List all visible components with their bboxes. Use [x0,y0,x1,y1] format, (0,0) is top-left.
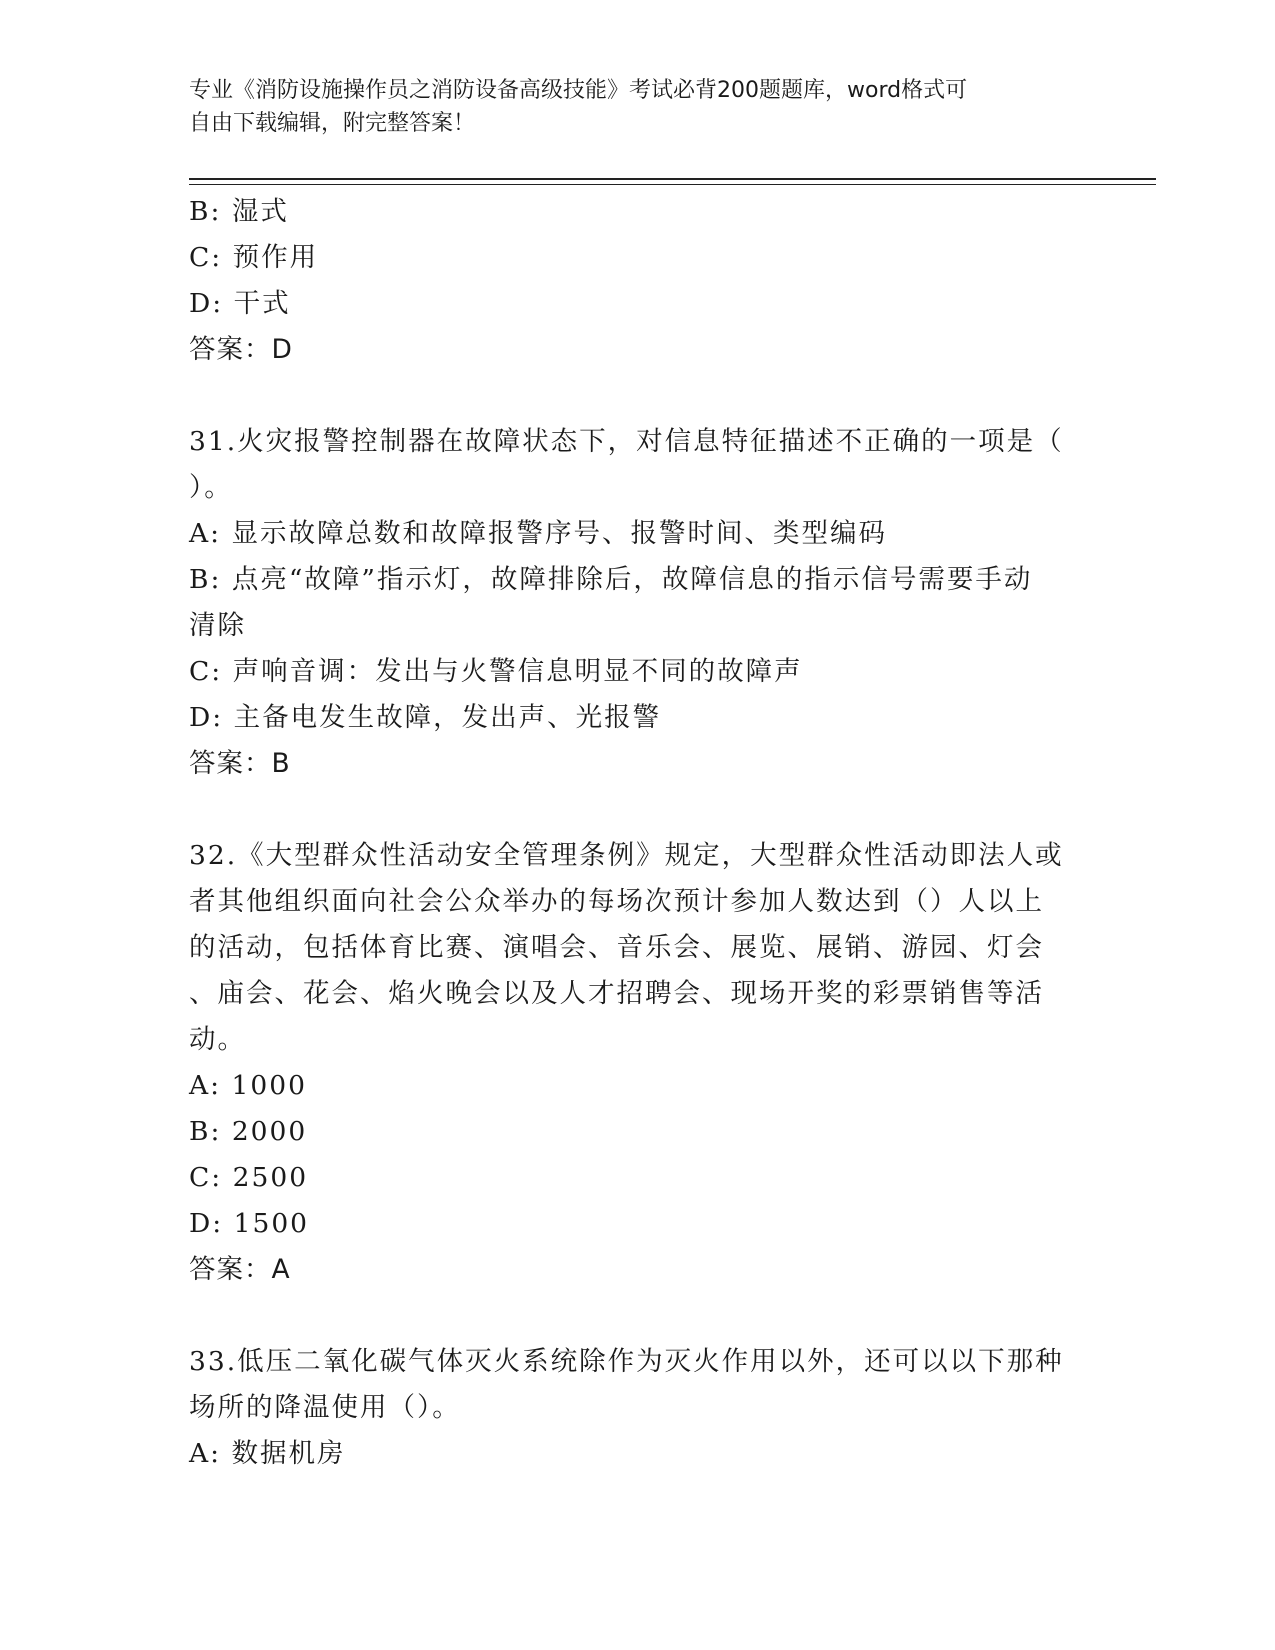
option-a: A: 数据机房 [189,1438,346,1469]
header-divider-thick [189,178,1156,180]
answer-line: 答案：A [189,1254,291,1285]
option-c: C: 预作用 [189,242,319,273]
question-33 [189,1339,1079,1477]
question-stem-line: 、庙会、花会、焰火晚会以及人才招聘会、现场开奖的彩票销售等活 [189,978,1044,1009]
question-stem-line: 者其他组织面向社会公众举办的每场次预计参加人数达到（）人以上 [189,886,1044,917]
option-b: B: 点亮“故障”指示灯，故障排除后，故障信息的指示信号需要手动 [189,564,1033,595]
option-b-continuation: 清除 [189,610,246,641]
prev-question-options [189,189,1079,373]
question-stem-line: 的活动，包括体育比赛、演唱会、音乐会、展览、展销、游园、灯会 [189,932,1044,963]
spacer [189,787,1079,833]
option-d: D: 主备电发生故障，发出声、光报警 [189,702,662,733]
spacer [189,1293,1079,1339]
header-line-2: 自由下载编辑，附完整答案！ [189,111,476,136]
question-31 [189,419,1079,787]
question-content [189,189,1079,1477]
question-32 [189,833,1079,1293]
question-stem-line: 31.火灾报警控制器在故障状态下，对信息特征描述不正确的一项是（ [189,426,1064,457]
option-b: B: 2000 [189,1116,308,1147]
question-stem-line: ）。 [189,472,233,503]
question-stem-line: 33.低压二氧化碳气体灭火系统除作为灭火作用以外，还可以以下那种 [189,1346,1064,1377]
answer-line: 答案：D [189,334,293,365]
header-divider-thin [189,184,1156,185]
option-d: D: 1500 [189,1208,310,1239]
header-line-1: 专业《消防设施操作员之消防设备高级技能》考试必背200题题库，word格式可 [189,78,968,103]
question-stem-line: 场所的降温使用（）。 [189,1392,461,1423]
document-header [189,74,1069,140]
spacer [189,373,1079,419]
option-b: B: 湿式 [189,196,289,227]
answer-line: 答案：B [189,748,291,779]
question-stem-line: 动。 [189,1024,246,1055]
question-stem-line: 32.《大型群众性活动安全管理条例》规定，大型群众性活动即法人或 [189,840,1064,871]
option-c: C: 2500 [189,1162,309,1193]
option-c: C: 声响音调：发出与火警信息明显不同的故障声 [189,656,803,687]
option-d: D: 干式 [189,288,291,319]
option-a: A: 1000 [189,1070,307,1101]
option-a: A: 显示故障总数和故障报警序号、报警时间、类型编码 [189,518,887,549]
